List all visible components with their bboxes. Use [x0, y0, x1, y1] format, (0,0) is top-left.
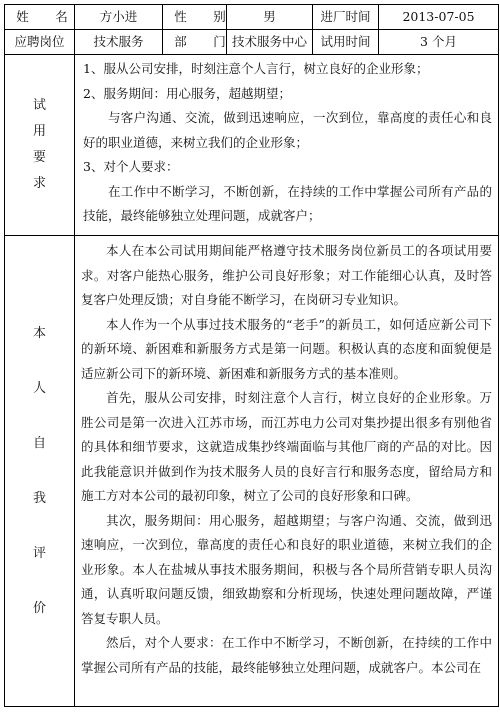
requirements-label-char: 试 [32, 98, 46, 113]
requirements-side-label [5, 55, 75, 236]
position-value: 技术服务 [93, 34, 144, 49]
gender-label-cell [163, 5, 237, 30]
gender-value: 男 [263, 9, 276, 24]
requirements-label-char: 要 [32, 150, 46, 165]
name-value-cell [75, 5, 163, 30]
position-label-cell [5, 30, 75, 55]
position-label: 应聘岗位 [14, 34, 65, 49]
requirements-row [5, 55, 499, 236]
self-eval-row [5, 236, 499, 707]
self-eval-side-label [5, 236, 75, 707]
entry-value-cell [379, 5, 499, 30]
self-eval-content [75, 236, 499, 707]
self-eval-label-char: 我 [32, 491, 46, 506]
position-value-cell [75, 30, 163, 55]
requirements-label-char: 求 [32, 176, 46, 191]
entry-date-value: 2013-07-05 [402, 9, 475, 24]
dept-value: 技术服务中心 [231, 34, 307, 49]
trial-period-label: 试用时间 [320, 34, 371, 49]
self-eval-paragraph: 本人作为一个从事过技术服务的“老手”的新员工，如何适应新公司下的新环境、新困难和新服务方式是第一问题。积极认真的态度和面貌便是适应新公司下的新环境、新困难和新服务方式的基本准则。 [81, 316, 492, 381]
self-eval-label-char: 自 [32, 436, 46, 451]
self-eval-paragraph: 然后，对个人要求：在工作中不断学习，不断创新，在持续的工作中掌握公司所有产品的技能，最终能够独立处理问题，成就客户。本公司在 [81, 635, 492, 675]
requirements-label-char: 用 [32, 124, 46, 139]
trial-period-value: 3 个月 [420, 34, 457, 49]
requirement-line: 3、对个人要求： [83, 159, 179, 174]
requirement-line: 2、服务期间：用心服务，超越期望； [83, 85, 291, 101]
self-eval-paragraph: 本人在本公司试用期间能严格遵守技术服务岗位新员工的各项试用要求。对客户能热心服务，维护公司良好形象；对工作能细心认真，及时答复客户处理反馈；对自身能不断学习，在岗研习专业知识。 [81, 243, 492, 307]
trial-value-cell [379, 30, 499, 55]
requirements-content [75, 55, 499, 236]
header-row-2 [5, 30, 499, 55]
requirement-line: 与客户沟通、交流，做到迅速响应，一次到位，靠高度的责任心和良好的职业道德，来树立我们的企业形象； [83, 110, 492, 150]
trial-label-cell [313, 30, 379, 55]
form-table [4, 4, 499, 707]
header-row-1 [5, 5, 499, 30]
name-label-cell [5, 5, 79, 30]
dept-label-cell [163, 30, 237, 55]
name-label: 姓 名 [16, 9, 79, 24]
gender-label: 性 别 [174, 9, 237, 24]
self-eval-label-char: 本 [32, 326, 46, 341]
dept-value-cell [227, 30, 313, 55]
requirement-line: 1、服从公司安排，时刻注意个人言行，树立良好的企业形象； [83, 61, 429, 76]
self-eval-paragraph: 其次，服务期间：用心服务，超越期望；与客户沟通、交流，做到迅速响应，一次到位，靠高度的责任心和良好的职业道德，来树立我们的企业形象。本人在盐城从事技术服务期间，积极与各个局所营销专职人员沟通，认真听取问题反馈，细致勘察和分析现场，快速处理问题故障，严谨答复专职人员。 [81, 512, 492, 626]
name-value: 方小进 [99, 9, 138, 24]
requirement-line: 在工作中不断学习，不断创新，在持续的工作中掌握公司所有产品的技能，最终能够独立处理问题，成就客户； [83, 183, 492, 223]
self-eval-label-char: 评 [32, 546, 46, 561]
self-eval-paragraph: 首先，服从公司安排，时刻注意个人言行，树立良好的企业形象。万胜公司是第一次进入江苏市场，而江苏电力公司对集抄提出很多有别他省的具体和细节要求，这就造成集抄终端面临与其他厂商的产品的对比。因此我能意识并做到作为技术服务人员的良好言行和服务态度，留给局方和施工方对本公司的最初印象，树立了公司的良好形象和口碑。 [81, 390, 492, 503]
self-eval-label-char: 人 [32, 381, 46, 396]
entry-label-cell [313, 5, 379, 30]
self-eval-label-char: 价 [32, 601, 46, 616]
gender-value-cell [227, 5, 313, 30]
dept-label: 部 门 [174, 34, 237, 49]
entry-date-label: 进厂时间 [320, 9, 371, 24]
